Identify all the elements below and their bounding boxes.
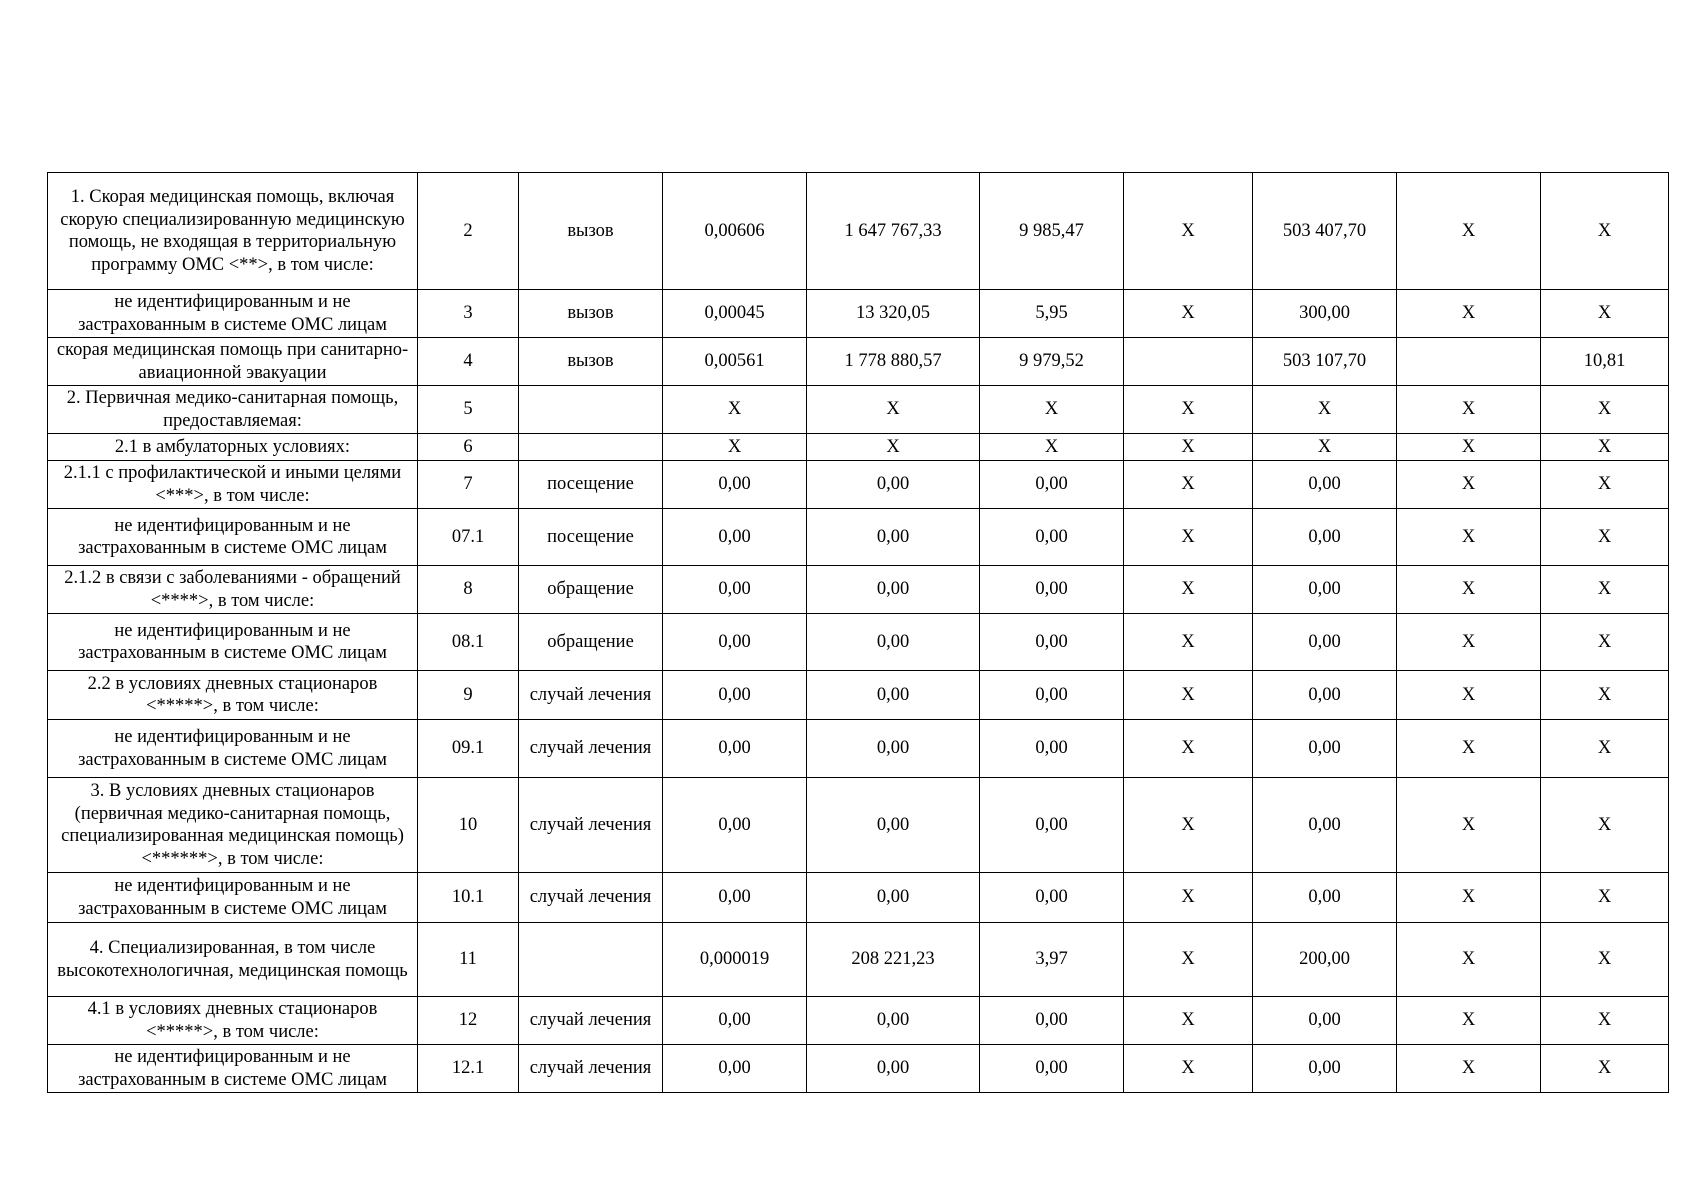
value-cell: 0,00	[663, 671, 807, 720]
value-cell: 0,00	[663, 778, 807, 873]
row-name-cell: 4. Специализированная, в том числе высокотехнологичная, медицинская помощь	[48, 923, 418, 997]
row-name-cell: 3. В условиях дневных стационаров (первичная медико-санитарная помощь, специализированная медицинская помощь) <******>, в том числе:	[48, 778, 418, 873]
value-cell: X	[1124, 566, 1253, 614]
value-cell: X	[1124, 923, 1253, 997]
row-number-cell: 9	[418, 671, 519, 720]
table-row	[48, 997, 1669, 1045]
value-cell: 9 979,52	[980, 338, 1124, 386]
unit-cell: случай лечения	[519, 720, 663, 778]
value-cell: X	[663, 386, 807, 434]
row-number-cell: 5	[418, 386, 519, 434]
value-cell: X	[663, 434, 807, 461]
value-cell: 200,00	[1253, 923, 1397, 997]
value-cell: 0,00	[1253, 671, 1397, 720]
document-page	[47, 172, 1668, 1093]
unit-cell: вызов	[519, 173, 663, 290]
row-name-cell: 2. Первичная медико-санитарная помощь, предоставляемая:	[48, 386, 418, 434]
value-cell: 0,00	[1253, 566, 1397, 614]
value-cell: X	[1541, 509, 1669, 566]
value-cell: X	[1124, 873, 1253, 923]
value-cell: 0,00	[980, 720, 1124, 778]
row-name-cell: не идентифицированным и не застрахованным в системе ОМС лицам	[48, 720, 418, 778]
row-name-cell: 2.1 в амбулаторных условиях:	[48, 434, 418, 461]
value-cell: 0,00561	[663, 338, 807, 386]
row-name-cell: не идентифицированным и не застрахованным в системе ОМС лицам	[48, 290, 418, 338]
row-number-cell: 08.1	[418, 614, 519, 671]
table-row	[48, 509, 1669, 566]
value-cell: X	[1124, 614, 1253, 671]
value-cell: X	[1124, 1045, 1253, 1093]
value-cell: X	[1124, 509, 1253, 566]
unit-cell: случай лечения	[519, 778, 663, 873]
value-cell: 0,00	[807, 566, 980, 614]
row-number-cell: 4	[418, 338, 519, 386]
row-number-cell: 7	[418, 461, 519, 509]
value-cell: 0,00	[980, 778, 1124, 873]
table-row	[48, 173, 1669, 290]
value-cell: 300,00	[1253, 290, 1397, 338]
value-cell: 0,00606	[663, 173, 807, 290]
value-cell: X	[1253, 386, 1397, 434]
table-row	[48, 778, 1669, 873]
value-cell: 0,00	[807, 778, 980, 873]
value-cell: X	[1541, 997, 1669, 1045]
value-cell: X	[1541, 434, 1669, 461]
table-row	[48, 386, 1669, 434]
row-number-cell: 10	[418, 778, 519, 873]
value-cell: 0,00	[663, 509, 807, 566]
row-name-cell: 2.2 в условиях дневных стационаров <*****>, в том числе:	[48, 671, 418, 720]
value-cell: X	[1541, 461, 1669, 509]
value-cell: X	[1541, 566, 1669, 614]
value-cell: 0,00	[1253, 778, 1397, 873]
row-number-cell: 12.1	[418, 1045, 519, 1093]
value-cell: X	[1541, 873, 1669, 923]
value-cell	[1124, 338, 1253, 386]
value-cell: 13 320,05	[807, 290, 980, 338]
value-cell: X	[1397, 461, 1541, 509]
unit-cell: посещение	[519, 509, 663, 566]
row-name-cell: 4.1 в условиях дневных стационаров <*****>, в том числе:	[48, 997, 418, 1045]
table-row	[48, 290, 1669, 338]
value-cell: X	[1541, 173, 1669, 290]
row-name-cell: скорая медицинская помощь при санитарно-авиационной эвакуации	[48, 338, 418, 386]
row-name-cell: не идентифицированным и не застрахованным в системе ОМС лицам	[48, 509, 418, 566]
value-cell: X	[1397, 290, 1541, 338]
value-cell: 0,00	[663, 720, 807, 778]
value-cell: 503 407,70	[1253, 173, 1397, 290]
value-cell: 10,81	[1541, 338, 1669, 386]
unit-cell: посещение	[519, 461, 663, 509]
value-cell: X	[807, 434, 980, 461]
unit-cell	[519, 386, 663, 434]
value-cell: 0,00	[1253, 614, 1397, 671]
value-cell: X	[1253, 434, 1397, 461]
value-cell: 0,00	[663, 1045, 807, 1093]
value-cell: 0,00	[980, 509, 1124, 566]
value-cell: X	[1397, 566, 1541, 614]
table-row	[48, 461, 1669, 509]
value-cell: X	[980, 434, 1124, 461]
value-cell: 0,00	[807, 671, 980, 720]
value-cell: X	[1541, 778, 1669, 873]
value-cell: X	[1397, 434, 1541, 461]
value-cell: 0,00	[807, 461, 980, 509]
value-cell: X	[1124, 778, 1253, 873]
value-cell: 0,00	[980, 873, 1124, 923]
value-cell: 0,00	[1253, 509, 1397, 566]
value-cell: 0,00	[980, 566, 1124, 614]
table-row	[48, 873, 1669, 923]
value-cell: 0,00	[663, 614, 807, 671]
value-cell: 0,00	[663, 566, 807, 614]
value-cell: X	[1541, 614, 1669, 671]
row-number-cell: 8	[418, 566, 519, 614]
value-cell: 0,00	[663, 873, 807, 923]
table-row	[48, 671, 1669, 720]
value-cell: X	[1397, 614, 1541, 671]
unit-cell: случай лечения	[519, 997, 663, 1045]
value-cell: X	[1397, 997, 1541, 1045]
value-cell: X	[1124, 386, 1253, 434]
value-cell: X	[1397, 923, 1541, 997]
row-number-cell: 07.1	[418, 509, 519, 566]
value-cell: X	[1124, 671, 1253, 720]
value-cell: 0,00	[1253, 720, 1397, 778]
value-cell: 0,00	[807, 997, 980, 1045]
value-cell: X	[980, 386, 1124, 434]
row-name-cell: 2.1.1 с профилактической и иными целями <***>, в том числе:	[48, 461, 418, 509]
table-row	[48, 614, 1669, 671]
unit-cell: обращение	[519, 614, 663, 671]
row-number-cell: 2	[418, 173, 519, 290]
table-row	[48, 1045, 1669, 1093]
value-cell: 0,00	[980, 671, 1124, 720]
value-cell: 0,00	[807, 1045, 980, 1093]
value-cell	[1397, 338, 1541, 386]
value-cell: X	[1541, 290, 1669, 338]
value-cell: X	[1397, 386, 1541, 434]
value-cell: X	[1124, 720, 1253, 778]
value-cell: 5,95	[980, 290, 1124, 338]
value-cell: X	[1124, 290, 1253, 338]
row-number-cell: 10.1	[418, 873, 519, 923]
value-cell: X	[1397, 509, 1541, 566]
table-row	[48, 566, 1669, 614]
value-cell: X	[1541, 923, 1669, 997]
value-cell: X	[1397, 778, 1541, 873]
value-cell: 503 107,70	[1253, 338, 1397, 386]
row-number-cell: 3	[418, 290, 519, 338]
value-cell: 0,00	[663, 997, 807, 1045]
data-table	[47, 172, 1669, 1093]
value-cell: X	[1541, 671, 1669, 720]
value-cell: 1 647 767,33	[807, 173, 980, 290]
value-cell: X	[1124, 434, 1253, 461]
row-number-cell: 11	[418, 923, 519, 997]
row-number-cell: 6	[418, 434, 519, 461]
unit-cell	[519, 434, 663, 461]
value-cell: X	[807, 386, 980, 434]
unit-cell: случай лечения	[519, 671, 663, 720]
value-cell: 0,00	[807, 720, 980, 778]
value-cell: 0,00045	[663, 290, 807, 338]
row-name-cell: не идентифицированным и не застрахованным в системе ОМС лицам	[48, 614, 418, 671]
value-cell: 0,00	[663, 461, 807, 509]
value-cell: 3,97	[980, 923, 1124, 997]
value-cell: 0,00	[980, 461, 1124, 509]
value-cell: 208 221,23	[807, 923, 980, 997]
unit-cell: обращение	[519, 566, 663, 614]
value-cell: X	[1541, 386, 1669, 434]
value-cell: X	[1397, 873, 1541, 923]
row-number-cell: 12	[418, 997, 519, 1045]
value-cell: 0,000019	[663, 923, 807, 997]
table-row	[48, 434, 1669, 461]
value-cell: X	[1397, 1045, 1541, 1093]
unit-cell: случай лечения	[519, 1045, 663, 1093]
table-row	[48, 923, 1669, 997]
value-cell: 0,00	[1253, 997, 1397, 1045]
row-name-cell: не идентифицированным и не застрахованным в системе ОМС лицам	[48, 873, 418, 923]
value-cell: 0,00	[1253, 873, 1397, 923]
value-cell: 0,00	[980, 1045, 1124, 1093]
row-number-cell: 09.1	[418, 720, 519, 778]
value-cell: X	[1124, 997, 1253, 1045]
value-cell: 1 778 880,57	[807, 338, 980, 386]
value-cell: 9 985,47	[980, 173, 1124, 290]
value-cell: X	[1541, 1045, 1669, 1093]
table-row	[48, 720, 1669, 778]
value-cell: 0,00	[980, 997, 1124, 1045]
unit-cell	[519, 923, 663, 997]
value-cell: 0,00	[807, 873, 980, 923]
row-name-cell: 2.1.2 в связи с заболеваниями - обращений <****>, в том числе:	[48, 566, 418, 614]
value-cell: X	[1397, 671, 1541, 720]
unit-cell: вызов	[519, 338, 663, 386]
value-cell: 0,00	[980, 614, 1124, 671]
table-row	[48, 338, 1669, 386]
row-name-cell: не идентифицированным и не застрахованным в системе ОМС лицам	[48, 1045, 418, 1093]
value-cell: X	[1541, 720, 1669, 778]
value-cell: 0,00	[807, 509, 980, 566]
value-cell: 0,00	[807, 614, 980, 671]
value-cell: 0,00	[1253, 1045, 1397, 1093]
value-cell: X	[1124, 173, 1253, 290]
value-cell: X	[1397, 720, 1541, 778]
value-cell: X	[1124, 461, 1253, 509]
value-cell: X	[1397, 173, 1541, 290]
value-cell: 0,00	[1253, 461, 1397, 509]
row-name-cell: 1. Скорая медицинская помощь, включая скорую специализированную медицинскую помощь, не входящая в территориальную программу ОМС <**>, в том числе:	[48, 173, 418, 290]
unit-cell: случай лечения	[519, 873, 663, 923]
unit-cell: вызов	[519, 290, 663, 338]
